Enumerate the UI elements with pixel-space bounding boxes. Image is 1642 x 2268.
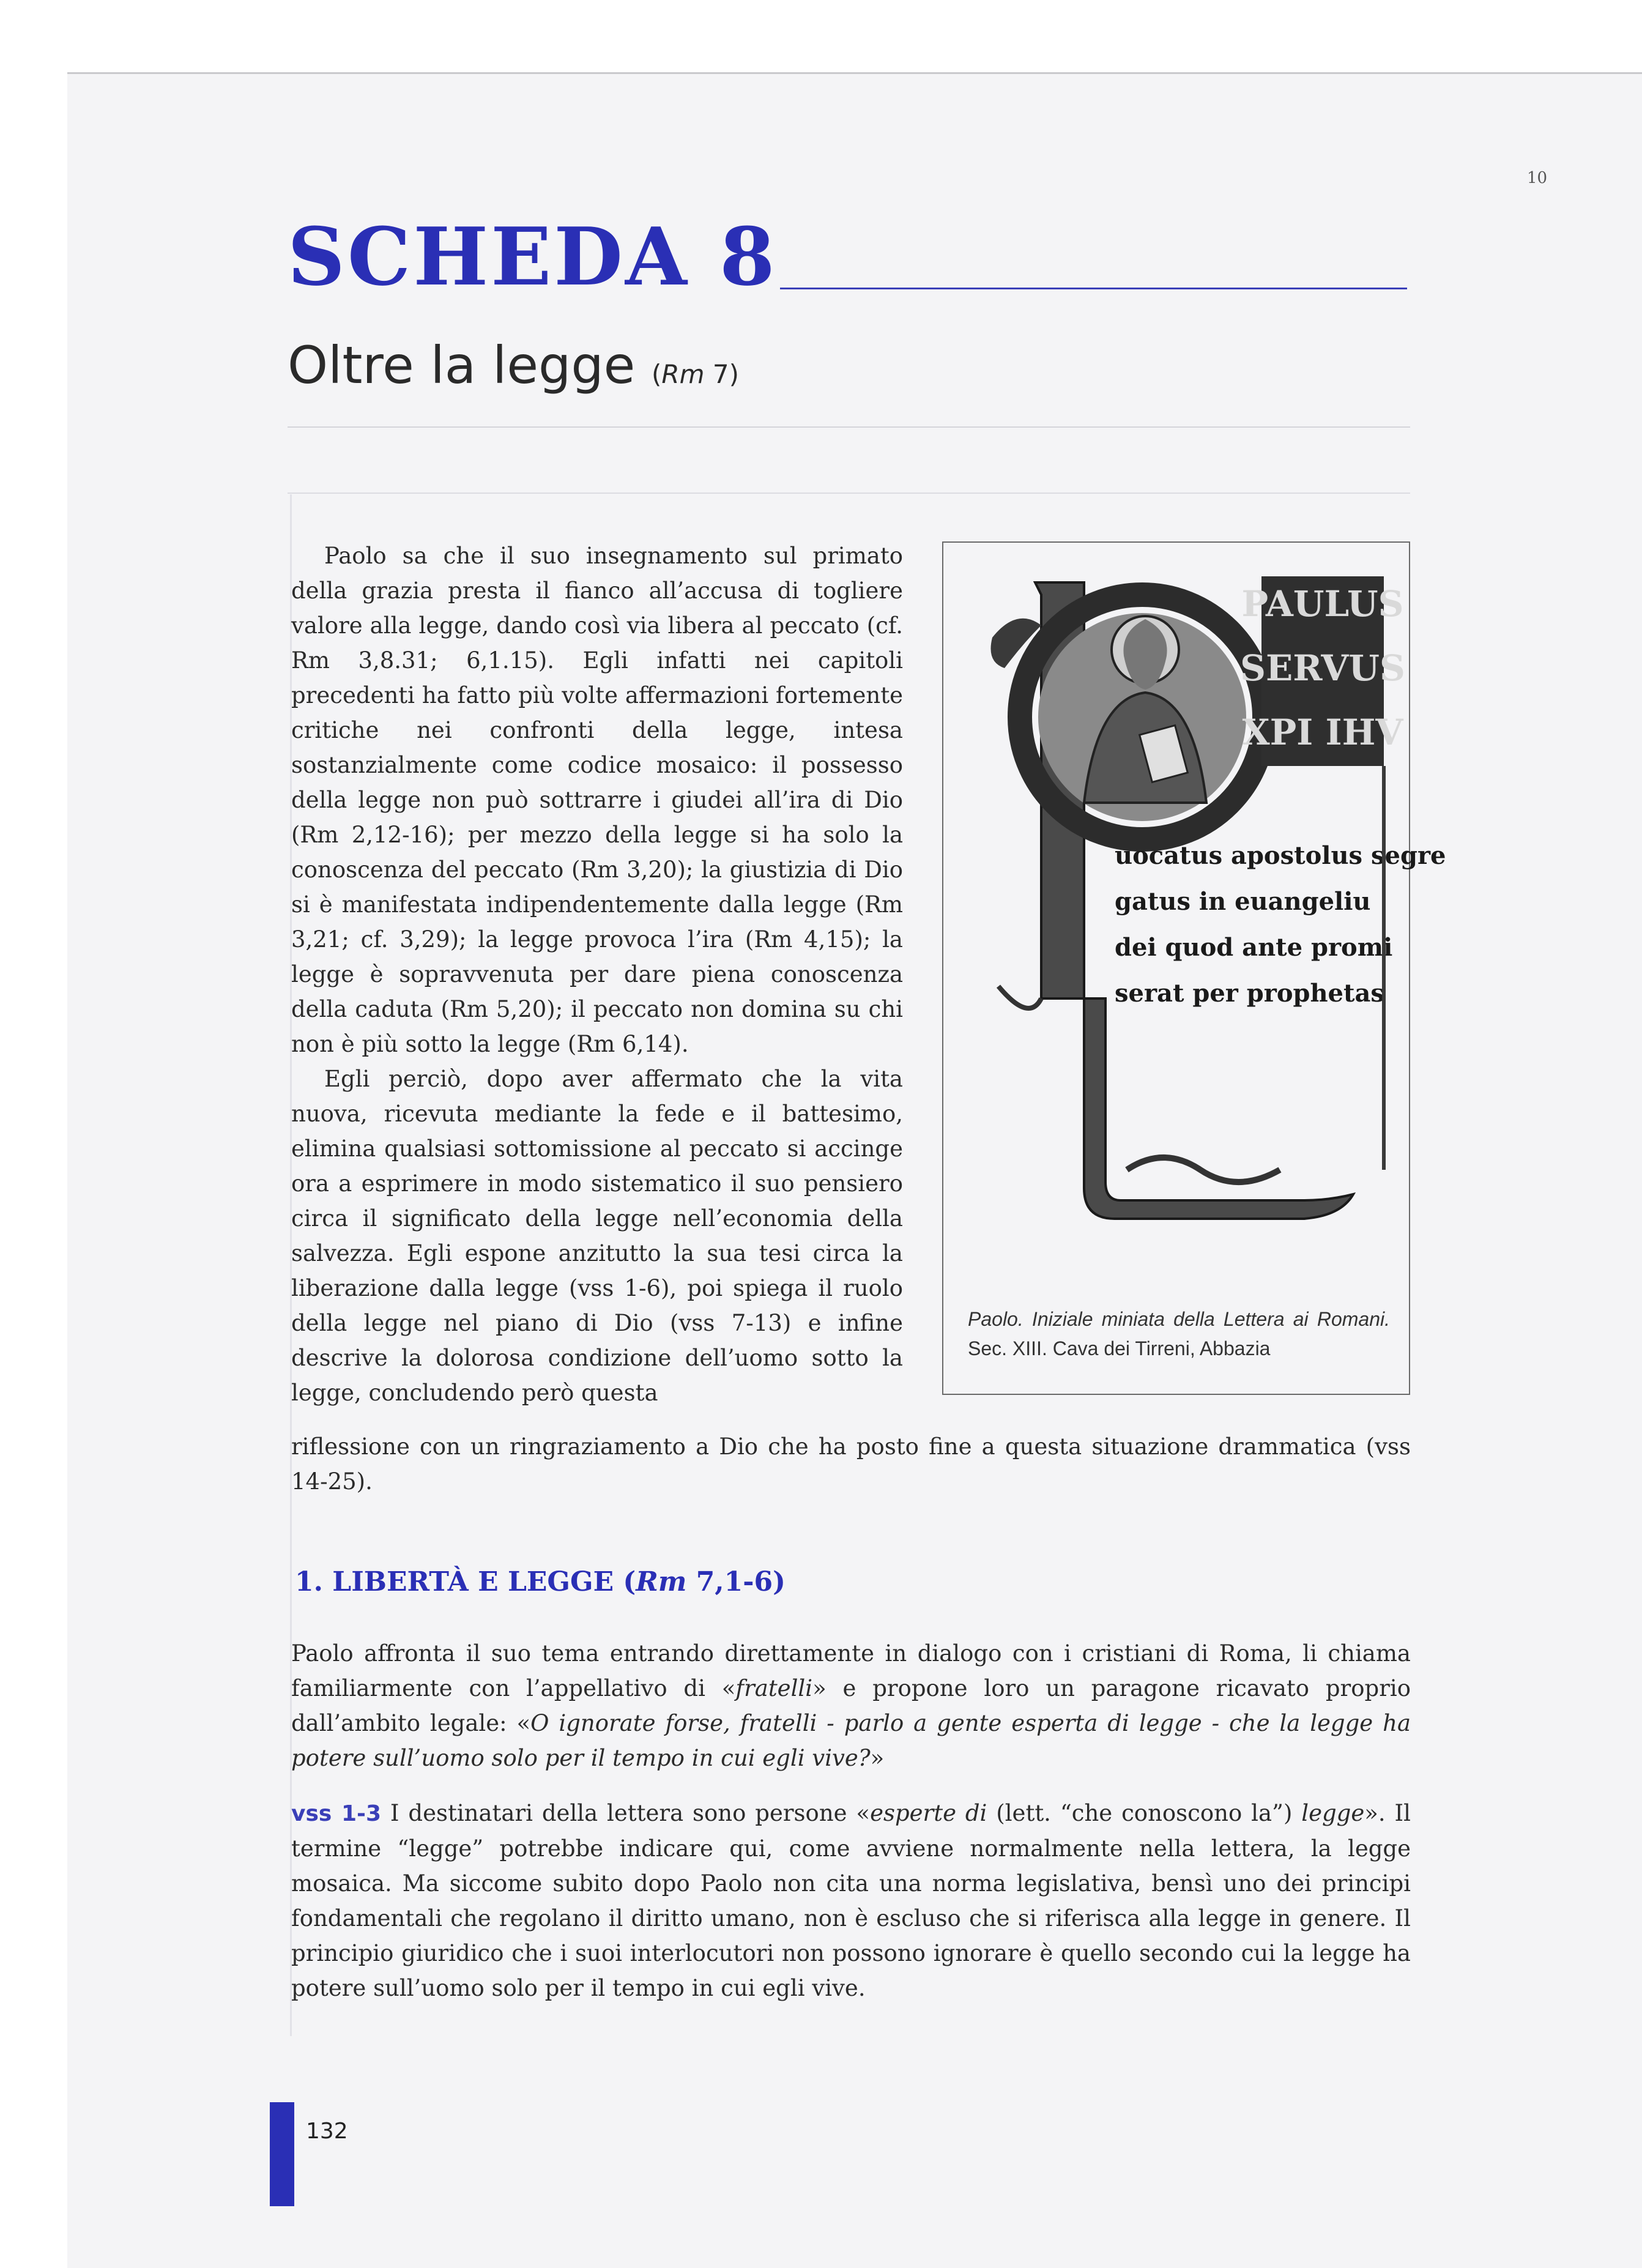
p2-text-b: (lett. “che conoscono la”) [987,1800,1302,1826]
intro-paragraph-2-continued [291,1429,1411,1499]
p1-text-a: Paolo affronta il suo tema entrando direttamente in dialogo con i cristiani di Roma, li chiama familiarmente con l’appellativo di « [291,1640,1411,1701]
p2-text-c: ». Il termine “legge” potrebbe indicare qui, come avviene normalmente nella lettera, la legge mosaica. Ma siccome subito dopo Paolo non cita una norma legislativa, bensì uno dei principi fondamentali che regolano il diritto umano, non è escluso che si riferisca alla legge in genere. Il principio giuridico che i suoi interlocutori non possono ignorare è quello secondo cui la legge ha potere sull’uomo solo per il tempo in cui egli vive. [291,1800,1411,2001]
p1-text-c: » [870,1745,885,1771]
divider [288,493,1410,494]
intro-paragraph-1: Paolo sa che il suo insegnamento sul primato della grazia presta il fianco all’accusa di togliere valore alla legge, dando così via libera al peccato (cf. Rm 3,8.31; 6,1.15). Egli infatti nei capitoli precedenti ha fatto più volte affermazioni fortemente critiche nei confronti della legge, intesa sostanzialmente come codice mosaico: il possesso della legge non può sottrarre i giudei all’ira di Dio (Rm 2,12-16); per mezzo della legge si ha solo la conoscenza del peccato (Rm 3,20); la giustizia di Dio si è manifestata indipendentemente dalla legge (Rm 3,21; cf. 3,29); la legge provoca l’ira (Rm 4,15); la legge è sopravvenuta per dare piena conoscenza della caduta (Rm 5,20); il peccato non domina su chi non è più sotto la legge (Rm 6,14). [291,543,903,1057]
page-top-edge [67,72,1642,74]
intro-paragraph-2: Egli perciò, dopo aver affermato che la vita nuova, ricevuta mediante la fede e il battesimo, elimina qualsiasi sottomissione al peccato si accinge ora a esprimere in modo sistematico il suo pensiero circa il significato della legge nell’economia della salvezza. Egli espone anzitutto la sua tesi circa la liberazione dalla legge (vss 1-6), poi spiega il ruolo della legge nel piano di Dio (vss 7-13) e infine descrive la dolorosa condizione dell’uomo sotto la legge, concludendo però questa [291,1066,903,1406]
ref-book: Rm [661,359,705,389]
ms-line-3: XPI IHV [1242,712,1403,753]
page-number: 132 [306,2119,348,2144]
ms-line-7: serat per prophetas [1115,979,1384,1008]
verse-label: vss 1-3 [291,1801,382,1826]
ms-line-4: uocatus apostolus segre [1115,841,1446,870]
footer-accent-bar [270,2102,294,2206]
p2-text-a: I destinatari della lettera sono persone « [381,1800,871,1826]
p1-fratelli: fratelli [735,1675,813,1701]
ms-line-6: dei quod ante promi [1115,933,1393,962]
subtitle-reference [652,359,739,389]
figure-caption [968,1304,1390,1363]
p1-quote: O ignorate forse, fratelli - parlo a gente esperta di legge - che la legge ha potere sull’uomo solo per il tempo in cui egli vive? [291,1710,1411,1771]
ref-open: ( [652,359,662,389]
ms-line-5: gatus in euangeliu [1115,887,1371,916]
heading-ref: 7,1-6) [686,1566,786,1597]
heading-book: Rm [636,1566,687,1597]
corner-page-number: 10 [1527,169,1548,187]
section-paragraph-2 [291,1796,1411,2006]
caption-details: Sec. XIII. Cava dei Tirreni, Abbazia [968,1337,1271,1359]
title-rule [780,288,1407,289]
p2-esperte: esperte di [870,1800,987,1826]
scheda-title: SCHEDA 8 [288,210,778,303]
subtitle-text: Oltre la legge [288,335,636,395]
manuscript-figure [942,541,1446,1395]
heading-text: 1. LIBERTÀ E LEGGE ( [295,1566,636,1597]
section-heading [295,1566,786,1597]
intro-continuation-text: riflessione con un ringraziamento a Dio che ha posto fine a questa situazione drammatica (vss 14-25). [291,1433,1411,1495]
caption-title: Paolo. Iniziale miniata della Lettera ai Romani. [968,1308,1390,1330]
divider [288,426,1410,428]
chapter-subtitle [288,335,739,395]
illuminated-initial-image [962,558,1446,1243]
intro-column [291,538,903,1410]
ms-line-1: PAULUS [1241,583,1404,625]
p1-text-b: » e propone loro un paragone ricavato proprio dall’ambito legale: « [291,1675,1411,1736]
section-paragraph-1 [291,1636,1411,1775]
ms-line-2: SERVUS [1240,647,1405,689]
ref-chapter: 7) [704,359,739,389]
p2-legge: legge [1301,1800,1365,1826]
